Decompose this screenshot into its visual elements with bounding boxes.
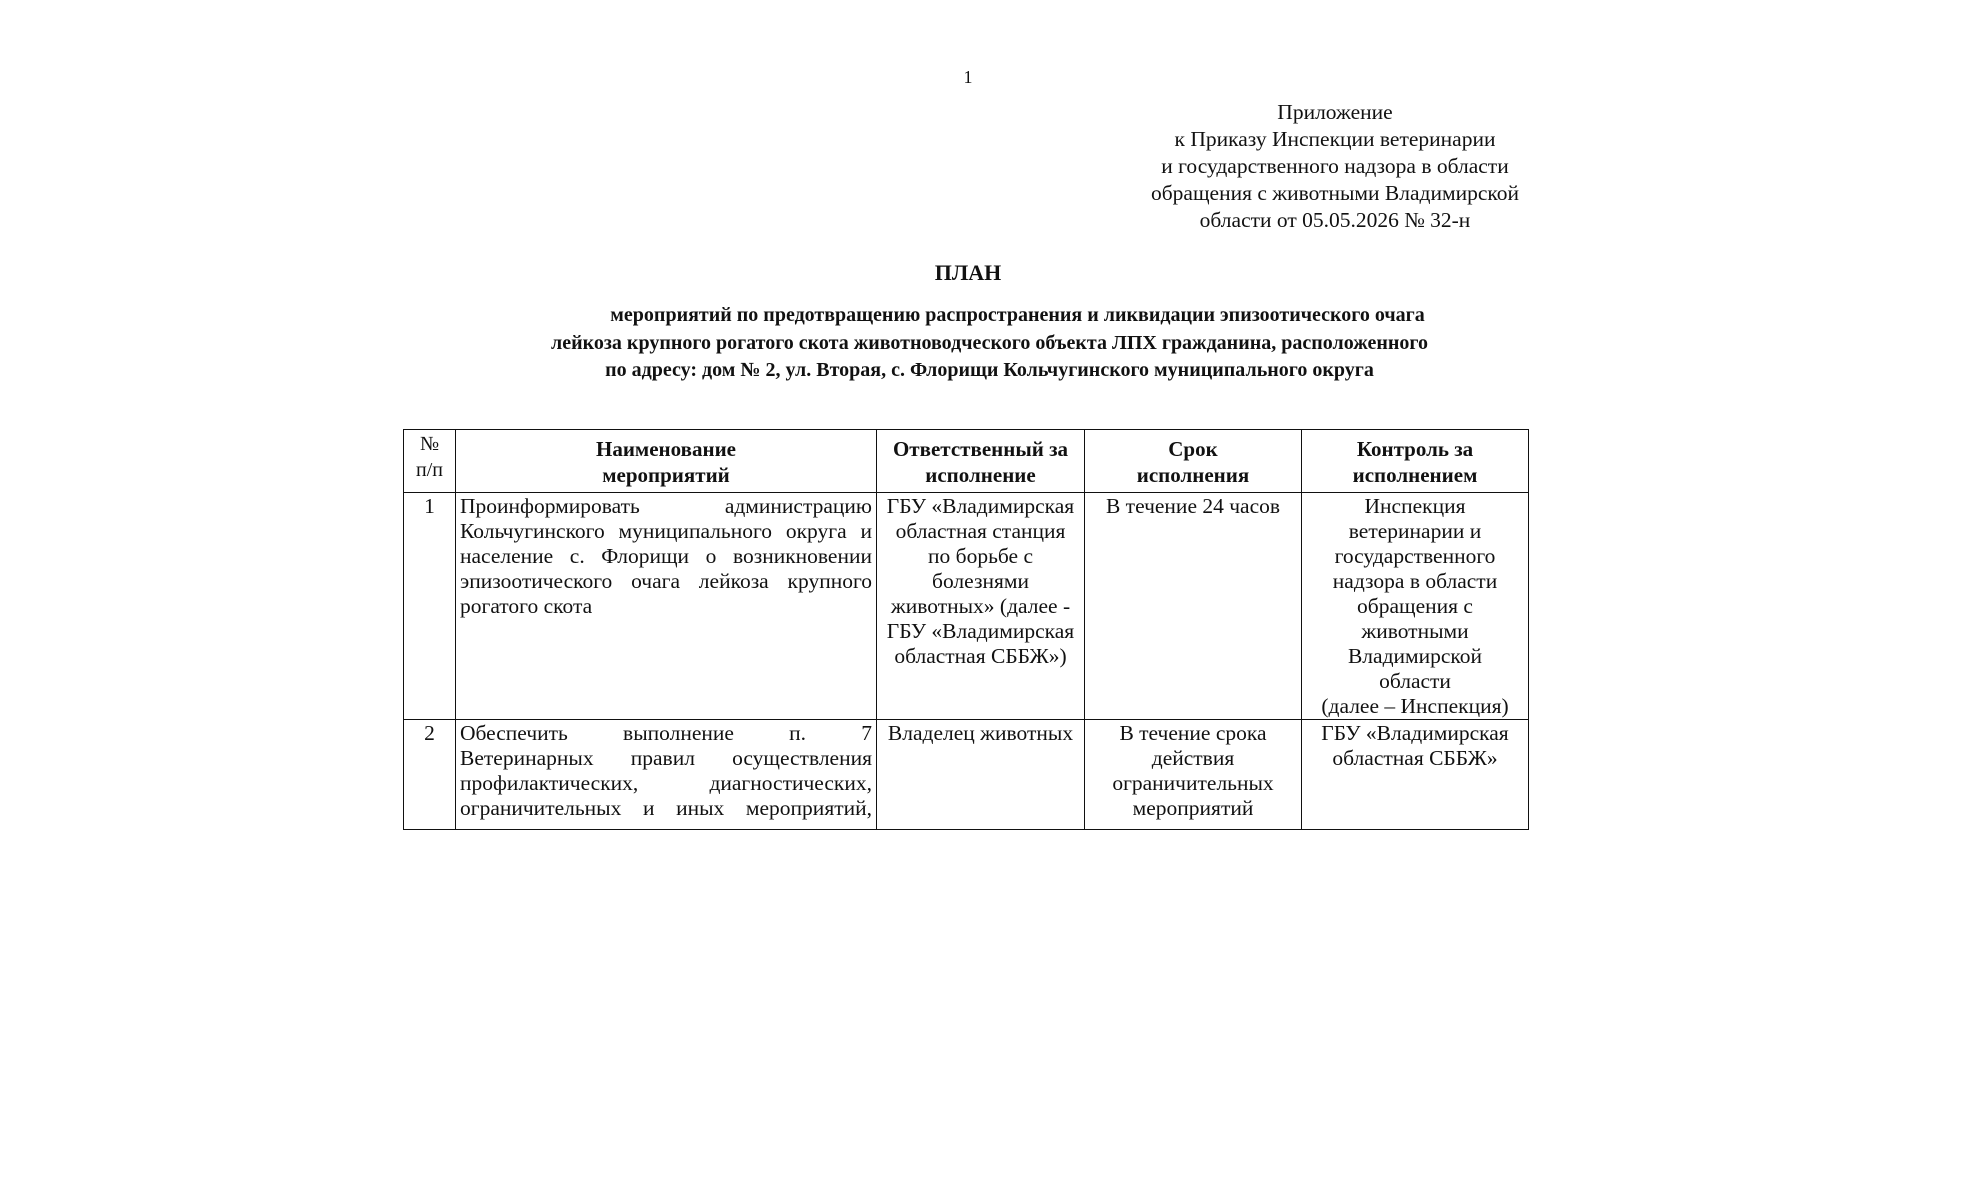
appendix-line: Приложение	[1277, 100, 1393, 124]
cell-line: В течение срока	[1119, 721, 1267, 745]
plan-table	[403, 429, 1529, 830]
table-row	[404, 720, 1529, 830]
header-line: Срок	[1168, 437, 1218, 461]
appendix-line: к Приказу Инспекции ветеринарии	[1174, 127, 1496, 151]
header-line: исполнения	[1136, 463, 1250, 487]
cell-line: Владелец животных	[887, 721, 1074, 745]
page-number: 1	[963, 67, 973, 87]
cell-line: ограничительных и иных мероприятий,	[460, 796, 872, 820]
document-subtitle	[511, 302, 1468, 385]
cell-line: Обеспечить выполнение п. 7	[460, 721, 872, 745]
cell-line: ветеринарии и	[1348, 519, 1482, 543]
cell-content	[1089, 721, 1297, 821]
cell-line: Инспекция	[1364, 494, 1466, 518]
table-cell-deadline	[1085, 493, 1302, 720]
header-line: исполнение	[925, 463, 1036, 487]
table-header-responsible	[877, 430, 1085, 493]
table-cell-responsible	[877, 493, 1085, 720]
header-line: №	[419, 433, 440, 455]
appendix-note	[1135, 99, 1535, 234]
cell-content	[881, 721, 1080, 746]
subtitle-line: по адресу: дом № 2, ул. Вторая, с. Флорищи Кольчугинского муниципального округа	[605, 359, 1374, 381]
table-header-control	[1302, 430, 1529, 493]
document-heading: ПЛАН	[934, 260, 1002, 285]
table-cell-control	[1302, 493, 1529, 720]
cell-line: животными	[1361, 619, 1469, 643]
header-line: Наименование	[596, 437, 736, 461]
appendix-line: и государственного надзора в области	[1161, 154, 1509, 178]
cell-line: ограничительных	[1112, 771, 1274, 795]
cell-content	[1306, 721, 1524, 771]
header-line: п/п	[416, 459, 443, 481]
cell-line: надзора в области	[1332, 569, 1498, 593]
cell-line: Ветеринарных правил осуществления	[460, 746, 872, 770]
cell-line: ГБУ «Владимирская	[886, 619, 1075, 643]
header-line: исполнением	[1352, 463, 1478, 487]
table-header-deadline	[1085, 430, 1302, 493]
cell-line: обращения с	[1357, 594, 1473, 618]
appendix-line: области от 05.05.2026 № 32-н	[1199, 208, 1471, 232]
table-header-action	[456, 430, 877, 493]
cell-line: областная СББЖ»)	[894, 644, 1067, 668]
cell-line: государственного	[1334, 544, 1496, 568]
table-cell-number	[404, 720, 456, 830]
cell-line: рогатого скота	[460, 594, 593, 618]
subtitle-line: мероприятий по предотвращению распространения и ликвидации эпизоотического очага	[610, 304, 1425, 326]
cell-line: областная станция	[895, 519, 1066, 543]
cell-content	[460, 721, 872, 821]
cell-line: области	[1379, 669, 1451, 693]
cell-content: 2	[424, 721, 435, 745]
cell-line: ГБУ «Владимирская	[886, 494, 1075, 518]
cell-line: эпизоотического очага лейкоза крупного	[460, 569, 872, 593]
cell-line: по борьбе с	[928, 544, 1033, 568]
cell-line: Кольчугинского муниципального округа и	[460, 519, 872, 543]
table-cell-number: 1	[404, 493, 456, 720]
table-row	[404, 493, 1529, 720]
table-cell-action	[456, 720, 877, 830]
table-cell-action	[456, 493, 877, 720]
table-header-row	[404, 430, 1529, 493]
cell-line: ГБУ «Владимирская	[1321, 721, 1509, 745]
table-header-number	[404, 430, 456, 493]
subtitle-line: лейкоза крупного рогатого скота животноводческого объекта ЛПХ гражданина, расположенного	[551, 331, 1428, 354]
cell-line: болезнями	[932, 569, 1029, 593]
cell-line: действия	[1151, 746, 1235, 770]
table-cell-deadline	[1085, 720, 1302, 830]
table-cell-control	[1302, 720, 1529, 830]
table-cell-responsible	[877, 720, 1085, 830]
cell-line: профилактических, диагностических,	[460, 771, 872, 795]
cell-line: (далее – Инспекция)	[1321, 694, 1509, 718]
cell-line: население с. Флорищи о возникновении	[460, 544, 872, 568]
cell-line: животных» (далее -	[890, 594, 1071, 618]
cell-line: Проинформировать администрацию	[460, 494, 872, 518]
cell-line: мероприятий	[1132, 796, 1254, 820]
header-line: Ответственный за	[892, 437, 1069, 461]
appendix-line: обращения с животными Владимирской	[1150, 181, 1519, 205]
header-line: мероприятий	[602, 463, 730, 487]
header-line: Контроль за	[1356, 437, 1474, 461]
cell-line: областная СББЖ»	[1332, 746, 1498, 770]
cell-line: Владимирской	[1347, 644, 1483, 668]
cell-line: В течение 24 часов	[1105, 494, 1281, 518]
